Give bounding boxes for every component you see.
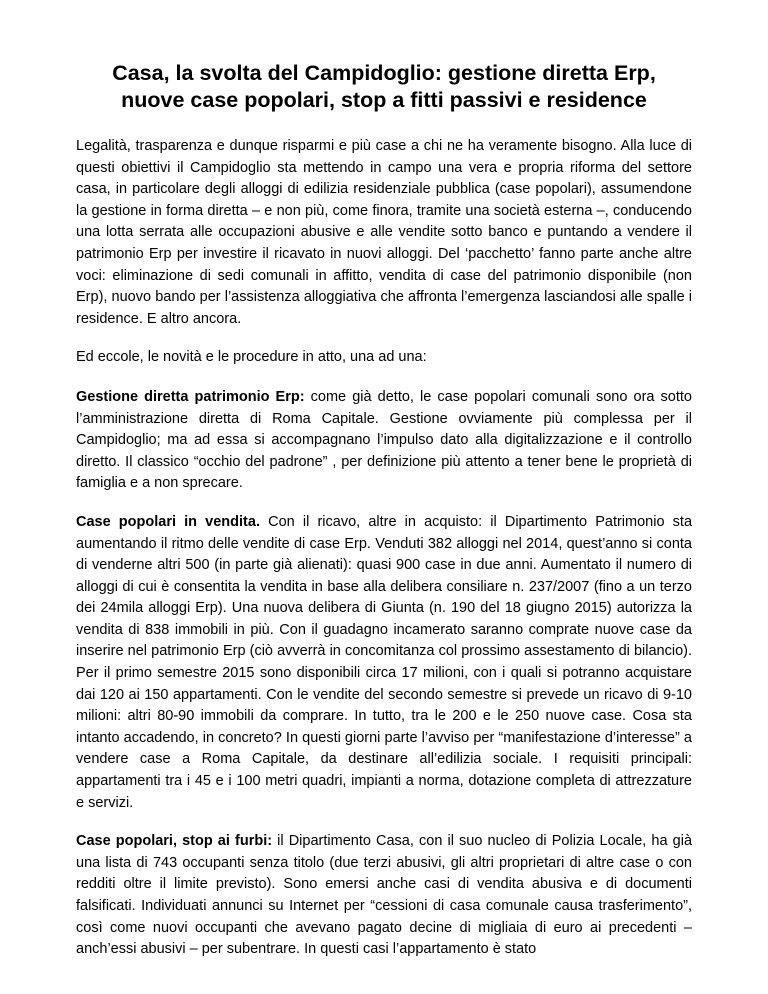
paragraph-text: Ed eccole, le novità e le procedure in atto, una ad una: <box>76 349 427 366</box>
paragraph-stop-ai-furbi <box>76 831 692 961</box>
title-line-1: Casa, la svolta del Campidoglio: gestione diretta Erp, <box>112 61 656 85</box>
paragraph-lead: Gestione diretta patrimonio Erp: <box>76 388 305 405</box>
paragraph-text: Con il ricavo, altre in acquisto: il Dipartimento Patrimonio sta aumentando il ritmo delle vendite di case Erp. Venduti 382 alloggi nel 2014, quest’anno si conta di venderne altri 500 (in parte già alienati): quasi 900 case in due anni. Aumentato il numero di alloggi di cui è consentita la vendita in base alla delibera consiliare n. 237/2007 (fino a un terzo dei 24mila alloggi Erp). Una nuova delibera di Giunta (n. 190 del 18 giugno 2015) autorizza la vendita di 838 immobili in più. Con il guadagno incamerato saranno comprate nuove case da inserire nel patrimonio Erp (ciò avverrà in concomitanza col prossimo assestamento di bilancio). Per il primo semestre 2015 sono disponibili circa 17 milioni, con i quali si potranno acquistare dai 120 ai 150 appartamenti. Con le vendite del secondo semestre si prevede un ricavo di 9-10 milioni: altri 80-90 immobili da comprare. In tutto, tra le 200 e le 250 nuove case. Cosa sta intanto accadendo, in concreto? In questi giorni parte l’avviso per “manifestazione d’interesse” a vendere case a Roma Capitale, da destinare all’edilizia sociale. I requisiti principali: appartamenti tra i 45 e i 100 metri quadri, impianti a norma, dotazione completa di attrezzature e servizi. <box>76 513 693 811</box>
title-line-2: nuove case popolari, stop a fitti passivi e residence <box>121 88 647 112</box>
paragraph-intro <box>76 136 692 330</box>
paragraph-text: il Dipartimento Casa, con il suo nucleo di Polizia Locale, ha già una lista di 743 occupanti senza titolo (due terzi abusivi, gli altri proprietari di altre case o con redditi oltre il limite previsto). Sono emersi anche casi di vendita abusiva e di documenti falsificati. Individuati annunci su Internet per “cessioni di casa comunale causa trasferimento”, così come nuovi occupanti che avevano pagato decine di migliaia di euro ai precedenti – anch’essi abusivi – per subentrare. In questi casi l’appartamento è stato <box>76 833 693 958</box>
document-title <box>76 60 692 114</box>
document-page <box>76 60 692 978</box>
paragraph-list-intro <box>76 347 692 369</box>
paragraph-lead: Case popolari in vendita. <box>76 513 260 530</box>
paragraph-text: come già detto, le case popolari comunali sono ora sotto l’amministrazione diretta di Roma Capitale. Gestione ovviamente più complessa per il Campidoglio; ma ad essa si accompagnano l’impulso dato alla digitalizzazione e il controllo diretto. Il classico “occhio del padrone” , per definizione più attento a tener bene le proprietà di famiglia e a non sprecare. <box>76 388 692 492</box>
paragraph-gestione-diretta <box>76 387 692 495</box>
paragraph-text: Legalità, trasparenza e dunque risparmi e più case a chi ne ha veramente bisogno. Alla luce di questi obiettivi il Campidoglio sta mettendo in campo una vera e propria riforma del settore casa, in particolare degli alloggi di edilizia residenziale pubblica (case popolari), assumendone la gestione in forma diretta – e non più, come finora, tramite una società esterna –, conducendo una lotta serrata alle occupazioni abusive e alle vendite sotto banco e puntando a vendere il patrimonio Erp per investire il ricavato in nuovi alloggi. Del ‘pacchetto’ fanno parte anche altre voci: eliminazione di sedi comunali in affitto, vendita di case del patrimonio disponibile (non Erp), nuovo bando per l’assistenza alloggiativa che affronta l’emergenza lasciandosi alle spalle i residence. E altro ancora. <box>76 138 692 327</box>
paragraph-lead: Case popolari, stop ai furbi: <box>76 833 273 850</box>
paragraph-case-in-vendita <box>76 512 692 814</box>
